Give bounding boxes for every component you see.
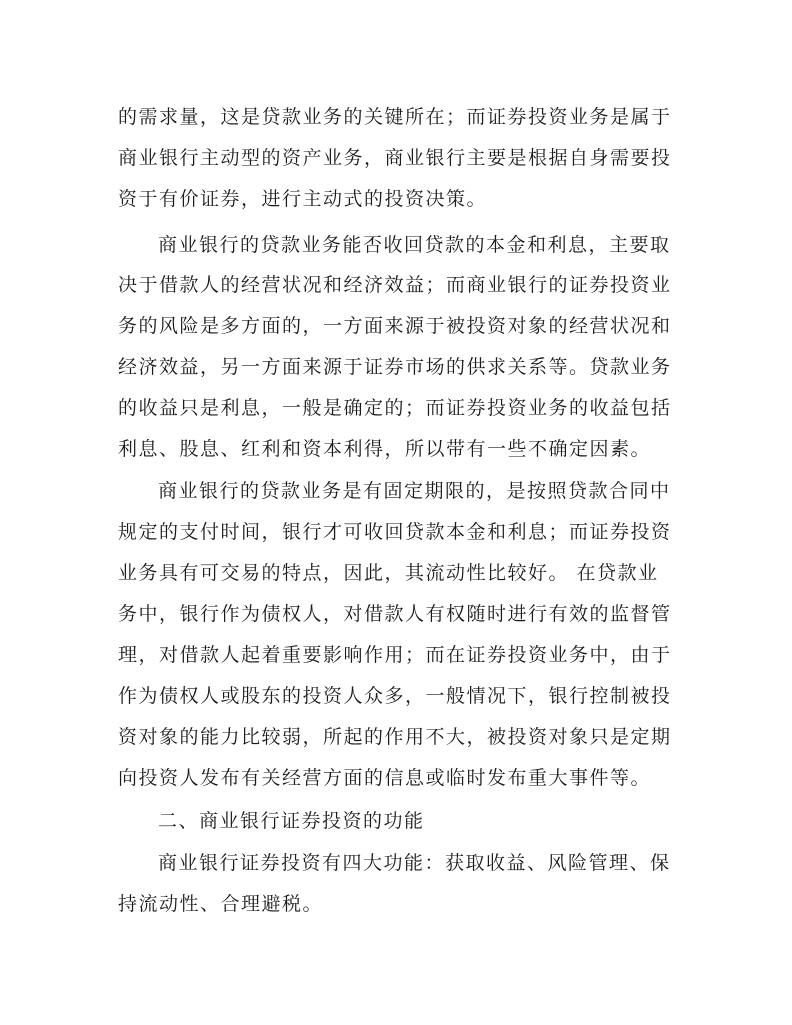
text-line: 理，对借款人起着重要影响作用；而在证券投资业务中，由于 xyxy=(118,644,672,666)
text-line: 经济效益，另一方面来源于证券市场的供求关系等。贷款业务 xyxy=(118,356,672,378)
paragraph-start-line: 商业银行证券投资有四大功能：获取收益、风险管理、保 xyxy=(158,852,671,874)
text-line: 务中，银行作为债权人，对借款人有权随时进行有效的监督管 xyxy=(118,603,672,625)
text-line: 务的风险是多方面的，一方面来源于被投资对象的经营状况和 xyxy=(118,315,672,337)
text-line: 资对象的能力比较弱，所起的作用不大，被投资对象只是定期 xyxy=(118,726,672,748)
text-line: 向投资人发布有关经营方面的信息或临时发布重大事件等。 xyxy=(118,767,652,789)
text-line: 持流动性、合理避税。 xyxy=(118,893,324,915)
text-line: 规定的支付时间，银行才可收回贷款本金和利息；而证券投资 xyxy=(118,521,672,543)
text-line: 的需求量，这是贷款业务的关键所在；而证券投资业务是属于 xyxy=(118,106,672,128)
text-line: 作为债权人或股东的投资人众多，一般情况下，银行控制被投 xyxy=(118,685,672,707)
paragraph-start-line: 商业银行的贷款业务能否收回贷款的本金和利息，主要取 xyxy=(158,234,671,256)
text-line: 业务具有可交易的特点，因此，其流动性比较好。 在贷款业 xyxy=(118,562,659,584)
text-line: 资于有价证券，进行主动式的投资决策。 xyxy=(118,188,488,210)
section-heading: 二、商业银行证券投资的功能 xyxy=(158,810,425,832)
paragraph-start-line: 商业银行的贷款业务是有固定期限的，是按照贷款合同中 xyxy=(158,480,671,502)
text-line: 利息、股息、红利和资本利得，所以带有一些不确定因素。 xyxy=(118,438,652,460)
text-line: 决于借款人的经营状况和经济效益；而商业银行的证券投资业 xyxy=(118,274,672,296)
text-line: 商业银行主动型的资产业务，商业银行主要是根据自身需要投 xyxy=(118,147,672,169)
text-line: 的收益只是利息，一般是确定的；而证券投资业务的收益包括 xyxy=(118,397,672,419)
